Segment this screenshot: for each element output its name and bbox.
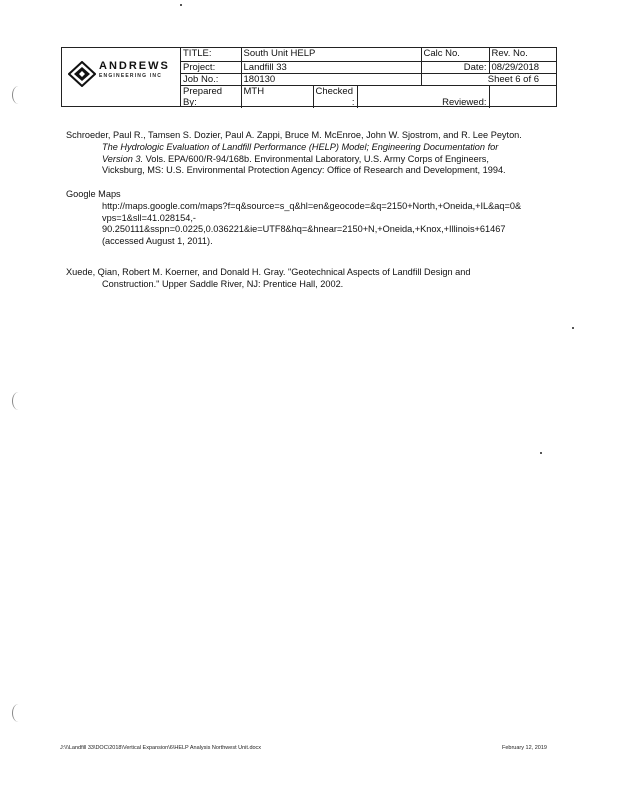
reference-schroeder — [66, 130, 560, 177]
reference-google-title: Google Maps — [66, 189, 121, 199]
company-subtitle: ENGINEERING INC — [99, 73, 163, 79]
punch-hole-top — [12, 86, 25, 104]
reference-xuede-authors: Xuede, Qian, Robert M. Koerner, and Donald H. Gray. "Geotechnical Aspects of Landfill Design and — [66, 267, 471, 277]
reference-google-url2[interactable]: vps=1&sll=41.028154,- — [102, 212, 196, 223]
reference-google-maps — [66, 189, 560, 248]
company-logo — [62, 48, 181, 106]
date-label: Date: — [421, 61, 489, 73]
date-value: 08/29/2018 — [489, 61, 557, 73]
checked-label-text: Checked — [315, 85, 353, 97]
reference-google-url3[interactable]: 90.250111&sspn=0.0225,0.036221&ie=UTF8&hq=&hnear=2150+N,+Oneida,+Knox,+Illinois+61467 — [102, 224, 506, 235]
job-no-label: Job No.: — [181, 73, 241, 85]
reference-title-line2: Version 3. Vols. EPA/600/R-94/168b. Environmental Laboratory, U.S. Army Corps of Engineers, — [102, 153, 489, 164]
reference-xuede-publisher: Construction." Upper Saddle River, NJ: Prentice Hall, 2002. — [102, 278, 344, 289]
punch-hole-middle — [12, 392, 25, 410]
job-no-value: 180130 — [241, 73, 421, 85]
rev-no-label: Rev. No. — [489, 48, 557, 61]
checked-colon: : — [351, 96, 355, 108]
prepared-by-label — [181, 85, 241, 108]
title-block-table — [181, 48, 557, 108]
reference-google-url1[interactable]: http://maps.google.com/maps?f=q&source=s_q&hl=en&geocode=&q=2150+North,+Oneida,+IL&aq=0& — [102, 200, 522, 211]
title-block — [61, 47, 557, 107]
speck — [572, 327, 574, 329]
calc-no-label: Calc No. — [421, 48, 489, 61]
company-name: ANDREWS — [99, 60, 170, 72]
footer-file-path: J:\\\Landfill 33\DOC\2018\Vertical Expansion\6\HELP Analysis Northwest Unit.docx — [60, 745, 262, 751]
prepared-label-line2: By: — [183, 96, 197, 108]
reference-xuede — [66, 267, 560, 291]
speck — [180, 4, 182, 6]
reference-google-accessed: (accessed August 1, 2011). — [102, 236, 213, 247]
reference-authors: Schroeder, Paul R., Tamsen S. Dozier, Paul A. Zappi, Bruce M. McEnroe, John W. Sjostrom, and R. Lee Peyton. — [66, 130, 522, 140]
diamond-logo-icon — [68, 61, 96, 87]
prepared-by-value: MTH — [241, 85, 313, 108]
project-label: Project: — [181, 61, 241, 73]
footer-date: February 12, 2019 — [502, 745, 547, 751]
reference-title-line: The Hydrologic Evaluation of Landfill Performance (HELP) Model; Engineering Documentation for — [102, 141, 499, 152]
punch-hole-bottom — [12, 704, 25, 722]
reviewed-label: Reviewed: — [357, 85, 489, 108]
prepared-label-line1: Prepared — [183, 85, 223, 97]
title-label: TITLE: — [181, 48, 241, 61]
reference-publisher: Vicksburg, MS: U.S. Environmental Protection Agency: Office of Research and Development, 1994. — [102, 165, 506, 176]
reviewed-value — [489, 85, 557, 108]
project-value: Landfill 33 — [241, 61, 421, 73]
title-value: South Unit HELP — [241, 48, 421, 61]
checked-label — [313, 85, 357, 108]
sheet-number: Sheet 6 of 6 — [421, 73, 557, 85]
speck — [540, 452, 542, 454]
